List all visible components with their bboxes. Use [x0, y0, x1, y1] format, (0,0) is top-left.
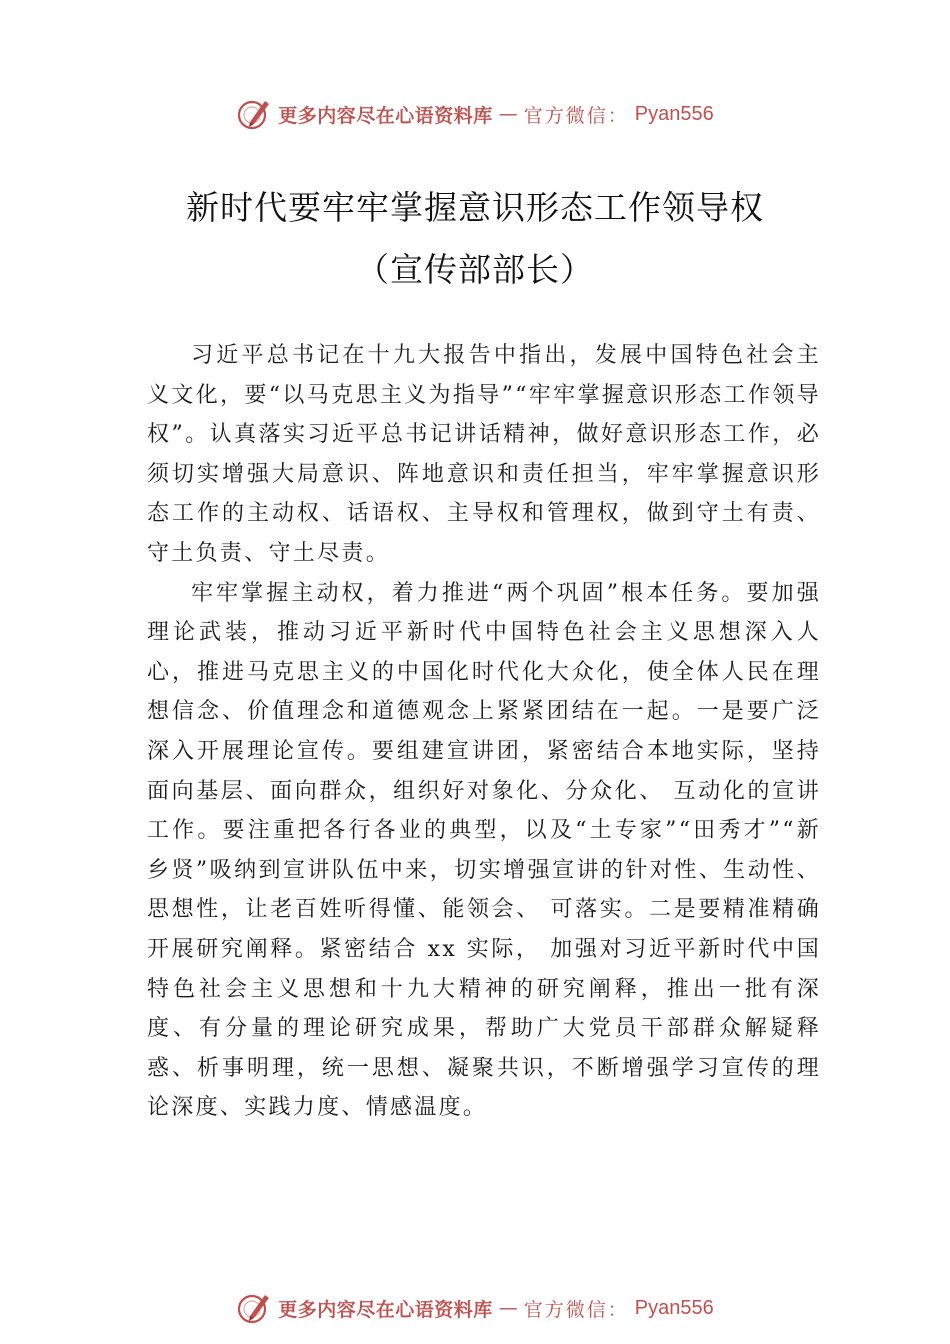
- document-title: 新时代要牢牢掌握意识形态工作领导权: [186, 188, 764, 227]
- document-subtitle: （宣传部部长）: [356, 250, 594, 289]
- footer-watermark: [0, 1286, 950, 1330]
- header-watermark: [0, 92, 950, 136]
- watermark-brand: 更多内容尽在心语资料库: [278, 1298, 493, 1321]
- document-body: [147, 336, 821, 1128]
- paragraph: 习近平总书记在十九大报告中指出，发展中国特色社会主义文化，要“以马克思主义为指导”“牢牢掌握意识形态工作领导权”。认真落实习近平总书记讲话精神，做好意识形态工作，必须切实增强大局意识、阵地意识和责任担当，牢牢掌握意识形态工作的主动权、话语权、主导权和管理权，做到守土有责、守土负责、守土尽责。: [147, 343, 821, 566]
- watermark-label: 官方微信：: [523, 1298, 629, 1321]
- pen-logo-icon: [236, 96, 272, 132]
- pen-logo-icon: [236, 1290, 272, 1326]
- watermark-separator: —: [498, 1297, 518, 1319]
- watermark-separator: —: [498, 103, 518, 125]
- watermark-label: 官方微信：: [523, 104, 629, 127]
- watermark-brand: 更多内容尽在心语资料库: [278, 104, 493, 127]
- watermark-wechat-id: Pyan556: [634, 102, 714, 125]
- watermark-wechat-id: Pyan556: [634, 1296, 714, 1319]
- paragraph: 牢牢掌握主动权，着力推进“两个巩固”根本任务。要加强理论武装，推动习近平新时代中国特色社会主义思想深入人心，推进马克思主义的中国化时代化大众化，使全体人民在理想信念、价值理念和道德观念上紧紧团结在一起。一是要广泛深入开展理论宣传。要组建宣讲团，紧密结合本地实际，坚持面向基层、面向群众，组织好对象化、分众化、 互动化的宣讲工作。要注重把各行各业的典型，以及“土专家”“田秀才”“新乡贤”吸纳到宣讲队伍中来，切实增强宣讲的针对性、生动性、思想性，让老百姓听得懂、能领会、 可落实。二是要精准精确开展研究阐释。紧密结合 xx 实际， 加强对习近平新时代中国特色社会主义思想和十九大精神的研究阐释，推出一批有深度、有分量的理论研究成果，帮助广大党员干部群众解疑释惑、析事明理，统一思想、凝聚共识，不断增强学习宣传的理论深度、实践力度、情感温度。: [147, 580, 821, 1121]
